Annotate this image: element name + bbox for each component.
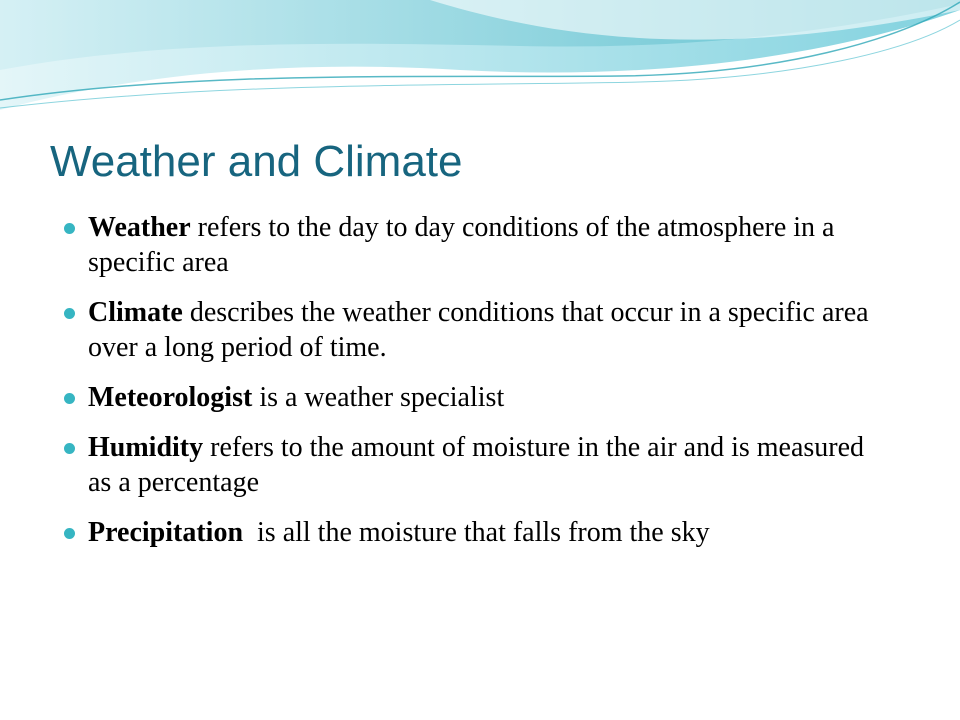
- bullet-text: refers to the day to day conditions of the atmosphere in a specific area: [88, 212, 835, 278]
- bullet-dot-icon: [64, 308, 75, 319]
- bullet-term: Weather: [88, 212, 191, 243]
- bullet-term: Humidity: [88, 432, 204, 463]
- bullet-dot-icon: [64, 223, 75, 234]
- bullet-text: refers to the amount of moisture in the air and is measured as a percentage: [88, 432, 865, 498]
- bullet-term: Climate: [88, 297, 183, 328]
- bullet-term: Meteorologist: [88, 382, 253, 413]
- wave-header-decoration: [0, 0, 960, 130]
- bullet-item-meteorologist: [64, 380, 894, 415]
- bullet-text: is all the moisture that falls from the sky: [243, 517, 710, 548]
- bullet-item-precipitation: [64, 515, 894, 550]
- bullet-dot-icon: [64, 528, 75, 539]
- bullet-dot-icon: [64, 443, 75, 454]
- bullet-text: is a weather specialist: [252, 382, 505, 413]
- bullet-term: Precipitation: [88, 517, 244, 548]
- bullet-dot-icon: [64, 393, 75, 404]
- slide-title: Weather and Climate: [50, 137, 463, 186]
- bullet-list: [64, 210, 894, 565]
- bullet-item-climate: [64, 295, 894, 365]
- bullet-item-weather: [64, 210, 894, 280]
- bullet-text: describes the weather conditions that occur in a specific area over a long period of time.: [88, 297, 869, 363]
- bullet-item-humidity: [64, 430, 894, 500]
